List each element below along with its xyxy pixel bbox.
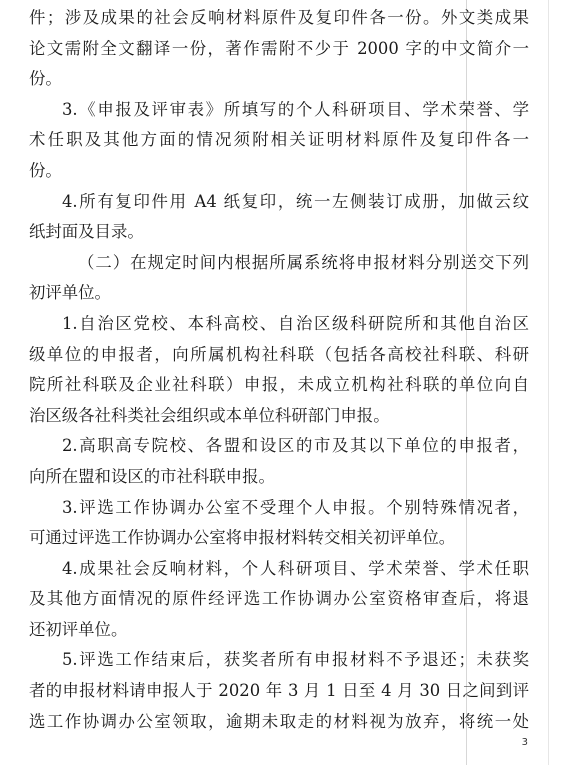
text-line: 及其他方面情况的原件经评选工作协调办公室资格审查后，将退 bbox=[29, 589, 529, 609]
text-line: 可通过评选工作协调办公室将申报材料转交相关初评单位。 bbox=[29, 528, 456, 548]
text-line: 件；涉及成果的社会反响材料原件及复印件各一份。外文类成果 bbox=[29, 8, 529, 27]
text-line: 3.评选工作协调办公室不受理个人申报。个别特殊情况者， bbox=[62, 497, 529, 517]
text-line: 术任职及其他方面的情况须附相关证明材料原件及复印件各一 bbox=[29, 130, 529, 150]
text-line: 纸封面及目录。 bbox=[29, 222, 144, 242]
document-body bbox=[29, 3, 529, 737]
text-line: 1.自治区党校、本科高校、自治区级科研院所和其他自治区 bbox=[62, 313, 529, 333]
text-line: 3.《申报及评审表》所填写的个人科研项目、学术荣誉、学 bbox=[62, 99, 529, 119]
text-line: 级单位的申报者，向所属机构社科联（包括各高校社科联、科研 bbox=[29, 344, 529, 364]
scan-edge-line bbox=[548, 0, 549, 765]
text-line: 院所社科联及企业社科联）申报，未成立机构社科联的单位向自 bbox=[29, 375, 529, 395]
text-line: 治区级各社科类社会组织或本单位科研部门申报。 bbox=[29, 405, 390, 425]
text-line: 论文需附全文翻译一份，著作需附不少于 2000 字的中文简介一 bbox=[29, 38, 529, 58]
text-line: 初评单位。 bbox=[29, 283, 111, 303]
page-number: 3 bbox=[521, 737, 528, 748]
text-line: 份。 bbox=[29, 160, 62, 180]
text-line: 者的申报材料请申报人于 2020 年 3 月 1 日至 4 月 30 日之间到评 bbox=[29, 681, 529, 701]
text-line: 向所在盟和设区的市社科联申报。 bbox=[29, 466, 275, 486]
text-line: 4.成果社会反响材料，个人科研项目、学术荣誉、学术任职 bbox=[62, 558, 529, 578]
text-line: 份。 bbox=[29, 69, 62, 89]
text-line: 4.所有复印件用 A4 纸复印，统一左侧装订成册，加做云纹 bbox=[62, 191, 529, 211]
text-line: （二）在规定时间内根据所属系统将申报材料分别送交下列 bbox=[78, 252, 529, 272]
text-line: 5.评选工作结束后，获奖者所有申报材料不予退还；未获奖 bbox=[62, 650, 529, 670]
text-line: 还初评单位。 bbox=[29, 619, 128, 639]
text-line: 2.高职高专院校、各盟和设区的市及其以下单位的申报者， bbox=[62, 436, 529, 456]
text-line: 选工作协调办公室领取，逾期未取走的材料视为放弃，将统一处 bbox=[29, 711, 529, 731]
